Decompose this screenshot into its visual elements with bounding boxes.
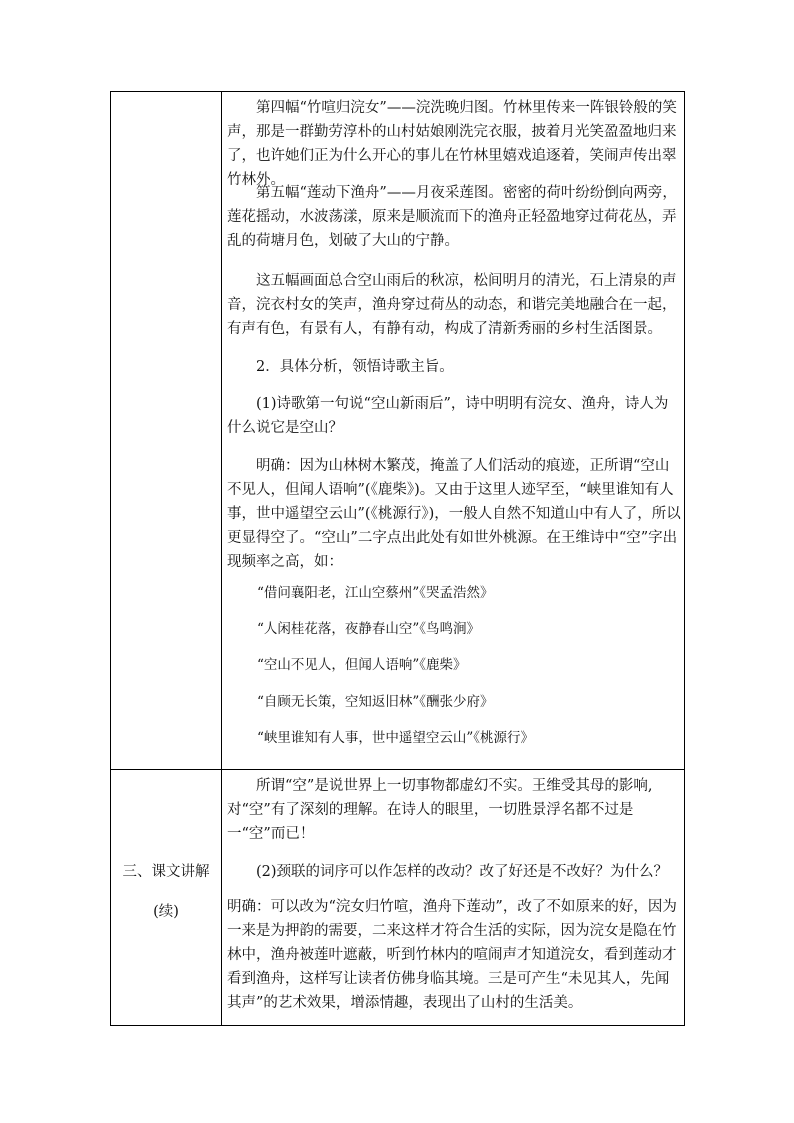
paragraph-question-two: (2)颈联的词序可以作怎样的改动？改了好还是不改好？为什么？ <box>256 864 669 880</box>
section-label-continued: (续) <box>153 904 179 920</box>
table-row <box>111 92 684 770</box>
quote-line: “人闲桂花落，夜静春山空”《鸟鸣涧》 <box>257 621 481 637</box>
lesson-table <box>110 91 685 1026</box>
paragraph-scene-five: 第五幅“莲动下渔舟”——月夜采莲图。密密的荷叶纷纷倒向两旁，莲花摇动，水波荡漾，原来是顺流而下的渔舟正轻盈地穿过荷花丛，弄乱的荷塘月色，划破了大山的宁静。 <box>227 185 677 249</box>
paragraph-question-one: (1)诗歌第一句说“空山新雨后”，诗中明明有浣女、渔舟，诗人为什么说它是空山？ <box>227 396 669 436</box>
paragraph-answer-two: 明确：可以改为“浣女归竹喧，渔舟下莲动”，改了不如原来的好，因为一来是为押韵的需要，二来这样才符合生活的实际，因为浣女是隐在竹林中，渔舟被莲叶遮蔽，听到竹林内的喧闹声才知道浣女，看到莲动才看到渔舟，这样写让读者仿佛身临其境。三是可产生“未见其人，先闻其声”的艺术效果，增添情趣，表现出了山村的生活美。 <box>227 899 677 1011</box>
quote-line: “自顾无长策，空知返旧林”《酬张少府》 <box>257 694 494 710</box>
section-label: 三、课文讲解 <box>122 864 210 880</box>
table-row <box>111 770 684 1025</box>
paragraph-kong-meaning: 所谓“空”是说世界上一切事物都虚幻不实。王维受其母的影响,对“空”有了深刻的理解。在诗人的眼里，一切胜景浮名都不过是一“空”而已！ <box>227 778 653 842</box>
paragraph-summary: 这五幅画面总合空山雨后的秋凉，松间明月的清光，石上清泉的声音，浣衣村女的笑声，渔舟穿过荷丛的动态，和谐完美地融合在一起，有声有色，有景有人，有静有动，构成了清新秀丽的乡村生活图景。 <box>227 273 677 337</box>
paragraph-step-two: 2．具体分析，领悟诗歌主旨。 <box>256 359 454 375</box>
quote-line: “借问襄阳老，江山空蔡州”《哭孟浩然》 <box>257 585 494 601</box>
quote-line: “峡里谁知有人事，世中遥望空云山”《桃源行》 <box>257 730 535 746</box>
paragraph-answer-one: 明确：因为山林树木繁茂，掩盖了人们活动的痕迹，正所谓“空山不见人，但闻人语响”(《鹿柴》)。又由于这里人迹罕至，“峡里谁知有人事，世中遥望空云山”(《桃源行》)，一般人自然不知道山中有人了，所以更显得空了。“空山”二字点出此处有如世外桃源。在王维诗中“空”字出现频率之高，如： <box>227 458 681 570</box>
paragraph-scene-four: 第四幅“竹喧归浣女”——浣洗晚归图。竹林里传来一阵银铃般的笑声，那是一群勤劳淳朴的山村姑娘刚洗完衣服，披着月光笑盈盈地归来了，也许她们正为什么开心的事儿在竹林里嬉戏追逐着，笑闹声传出翠竹林外。 <box>227 100 677 188</box>
quote-line: “空山不见人，但闻人语响”《鹿柴》 <box>257 657 467 673</box>
